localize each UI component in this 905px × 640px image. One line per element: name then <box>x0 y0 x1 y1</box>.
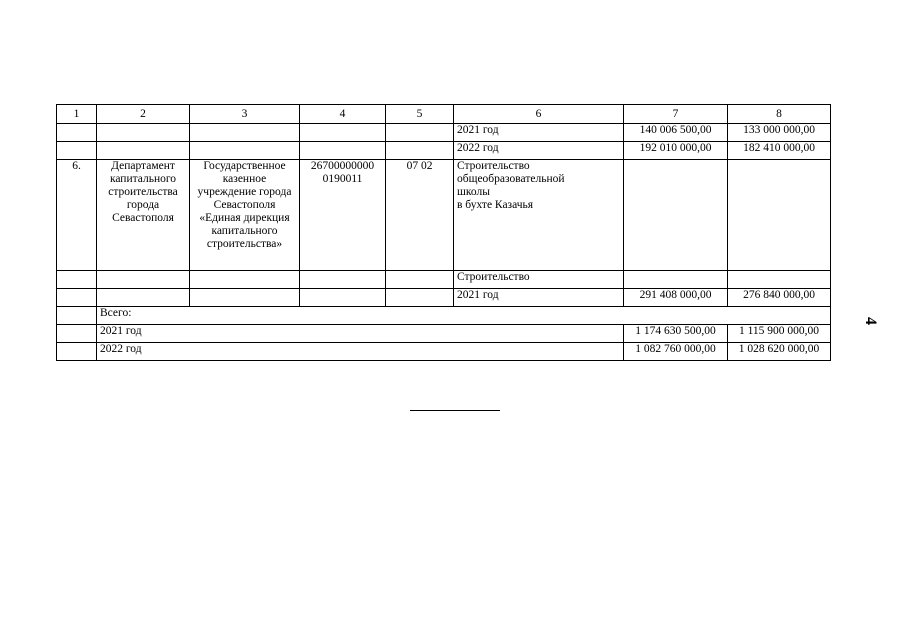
amount-cell: 1 115 900 000,00 <box>728 325 831 343</box>
header-cell: 1 <box>57 105 97 124</box>
table-row <box>57 325 831 343</box>
header-cell: 3 <box>190 105 300 124</box>
header-cell: 7 <box>624 105 728 124</box>
header-cell: 5 <box>386 105 454 124</box>
header-cell: 6 <box>454 105 624 124</box>
year-cell: 2022 год <box>454 142 624 160</box>
table-row <box>57 343 831 361</box>
table-header-row <box>57 105 831 124</box>
amount-cell: 182 410 000,00 <box>728 142 831 160</box>
year-cell: 2021 год <box>97 325 624 343</box>
object-cell: Строительство общеобразовательной школы в бухте Казачья <box>454 160 624 271</box>
department-cell: Департамент капитального строительства города Севастополя <box>97 160 190 271</box>
section-cell: 07 02 <box>386 160 454 271</box>
entry-number: 6. <box>57 160 97 271</box>
header-cell: 2 <box>97 105 190 124</box>
code-cell: 26700000000 0190011 <box>300 160 386 271</box>
table-row <box>57 124 831 142</box>
page-number: 4 <box>862 317 879 325</box>
amount-cell: 1 082 760 000,00 <box>624 343 728 361</box>
table-row <box>57 271 831 289</box>
year-cell: 2022 год <box>97 343 624 361</box>
amount-cell: 276 840 000,00 <box>728 289 831 307</box>
table-row <box>57 160 831 271</box>
amount-cell: 1 028 620 000,00 <box>728 343 831 361</box>
year-cell: 2021 год <box>454 124 624 142</box>
amount-cell: 1 174 630 500,00 <box>624 325 728 343</box>
header-cell: 4 <box>300 105 386 124</box>
amount-cell: 133 000 000,00 <box>728 124 831 142</box>
table-row <box>57 289 831 307</box>
end-divider <box>410 410 500 411</box>
institution-cell: Государственное казенное учреждение города Севастополя «Единая дирекция капитального строительства» <box>190 160 300 271</box>
budget-table <box>56 104 831 361</box>
subtitle-cell: Строительство <box>454 271 624 289</box>
amount-cell: 192 010 000,00 <box>624 142 728 160</box>
year-cell: 2021 год <box>454 289 624 307</box>
table-row <box>57 142 831 160</box>
header-cell: 8 <box>728 105 831 124</box>
totals-label: Всего: <box>97 307 831 325</box>
amount-cell: 140 006 500,00 <box>624 124 728 142</box>
amount-cell: 291 408 000,00 <box>624 289 728 307</box>
table-row <box>57 307 831 325</box>
